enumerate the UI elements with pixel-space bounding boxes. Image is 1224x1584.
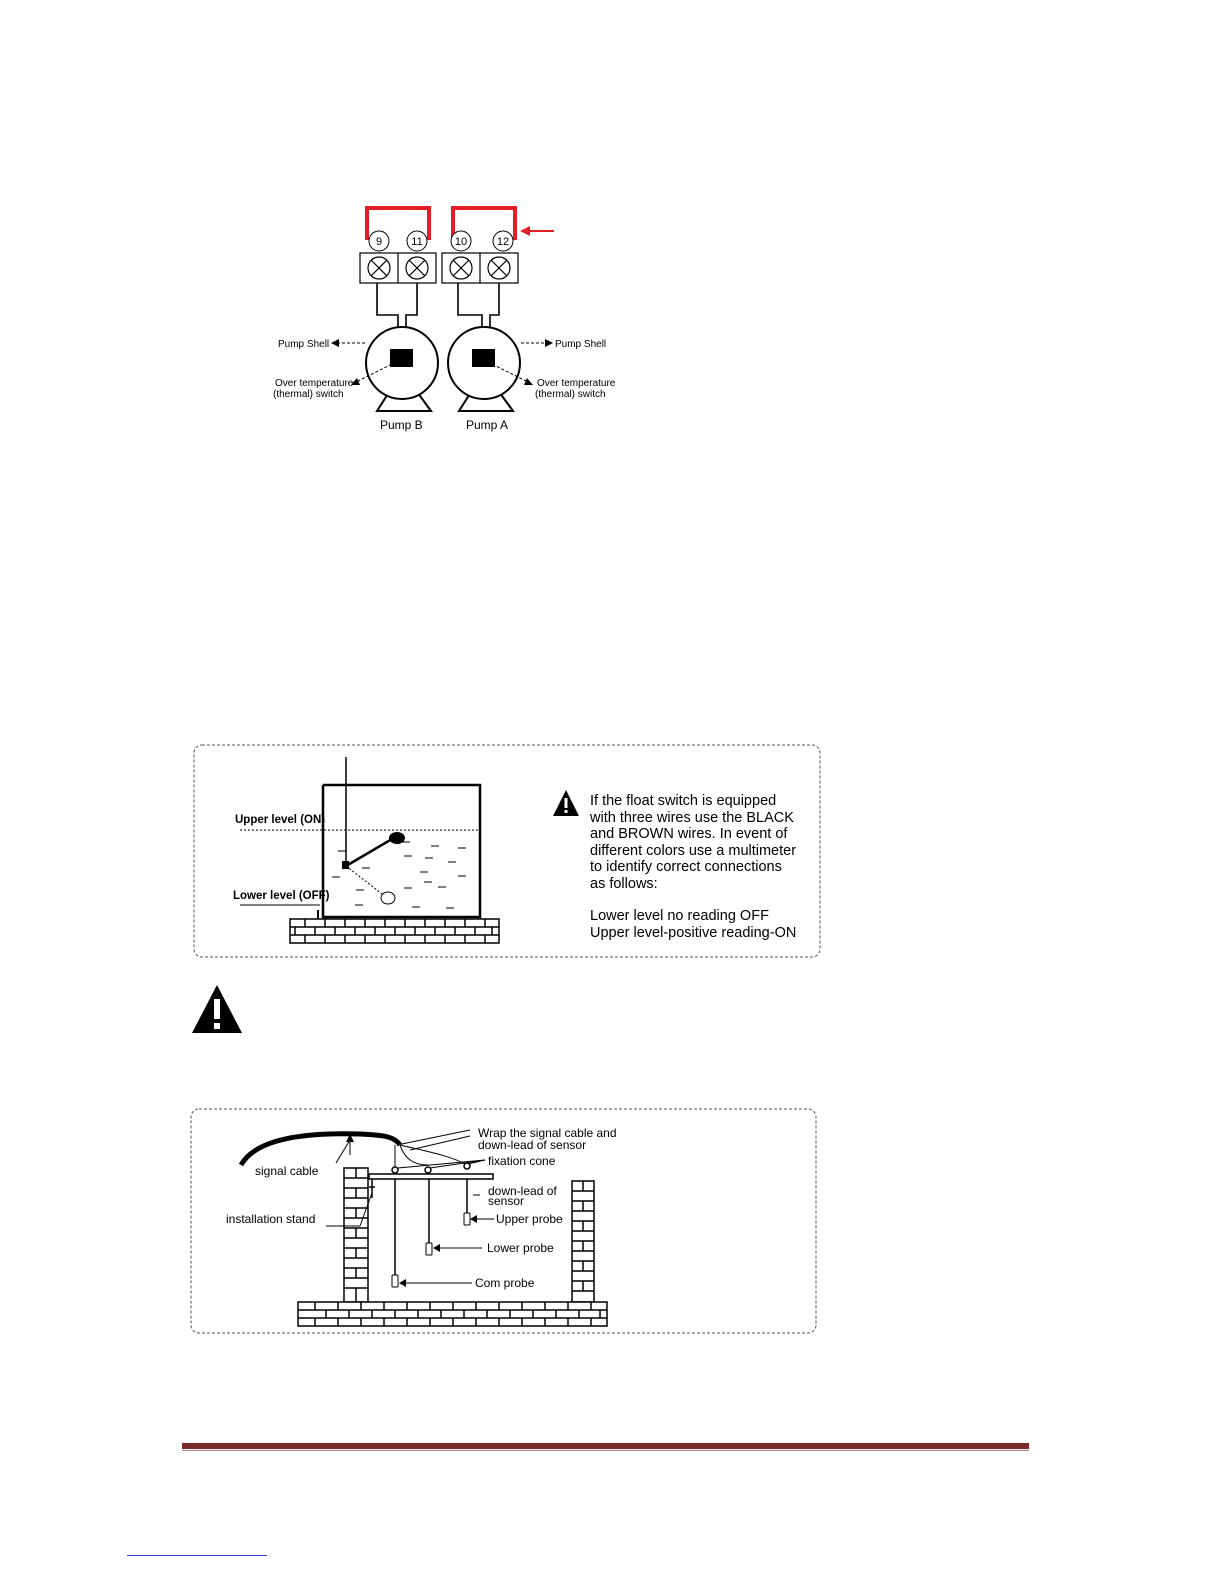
- signal-cable-label: signal cable: [255, 1164, 319, 1178]
- note-line: different colors use a multimeter: [590, 842, 797, 859]
- down-lead-label: down-lead of: [488, 1184, 557, 1198]
- note-line: as follows:: [590, 875, 658, 892]
- callout-arrowheads: [399, 1215, 477, 1287]
- brick-floor: [298, 1302, 607, 1326]
- note-line: with three wires use the BLACK: [590, 809, 794, 826]
- footer-link-underline[interactable]: [127, 1555, 267, 1556]
- left-brick-wall: [344, 1168, 368, 1302]
- footer-rule-thin: [182, 1450, 1029, 1451]
- thermal-switch-label-right-2: (thermal) switch: [535, 389, 606, 400]
- probe-leads: [395, 1179, 467, 1275]
- installation-stand-label: installation stand: [226, 1212, 316, 1226]
- thermal-switch-label-right: Over temperature: [537, 378, 616, 389]
- note-line: If the float switch is equipped: [590, 793, 777, 809]
- pump-a-label: Pump A: [466, 418, 509, 432]
- footer-rule: [182, 1443, 1029, 1449]
- terminal-10: 10: [454, 236, 468, 248]
- reading-line: Upper level-positive reading-ON: [590, 924, 797, 941]
- note-line: to identify correct connections: [590, 859, 782, 875]
- upper-level-label: Upper level (ON): [235, 814, 326, 826]
- pump-shell-label-right: Pump Shell: [555, 339, 607, 350]
- wrap-label-2: down-lead of sensor: [478, 1138, 587, 1152]
- upper-probe-label: Upper probe: [496, 1212, 563, 1226]
- signal-cable: [241, 1134, 400, 1165]
- terminal-11: 11: [411, 236, 423, 248]
- note-line: and BROWN wires. In event of: [590, 826, 788, 842]
- fixation-cone-label: fixation cone: [488, 1154, 556, 1168]
- lower-level-label: Lower level (OFF): [233, 890, 330, 902]
- installation-stand: [369, 1174, 493, 1198]
- reading-line: Lower level no reading OFF: [590, 908, 769, 924]
- right-brick-wall: [572, 1181, 594, 1302]
- terminal-9: 9: [375, 236, 383, 248]
- terminal-12: 12: [496, 236, 510, 248]
- down-lead-label-2: sensor: [488, 1194, 525, 1208]
- thermal-switch-label-left: Over temperature: [275, 378, 354, 389]
- thermal-switch-label-left-2: (thermal) switch: [273, 389, 344, 400]
- pump-b-label: Pump B: [380, 418, 423, 432]
- pump-shell-label-left: Pump Shell: [278, 339, 330, 350]
- probe-icons: [392, 1213, 470, 1287]
- wrap-label: Wrap the signal cable and: [478, 1126, 617, 1140]
- lower-probe-label: Lower probe: [487, 1241, 554, 1255]
- com-probe-label: Com probe: [475, 1276, 535, 1290]
